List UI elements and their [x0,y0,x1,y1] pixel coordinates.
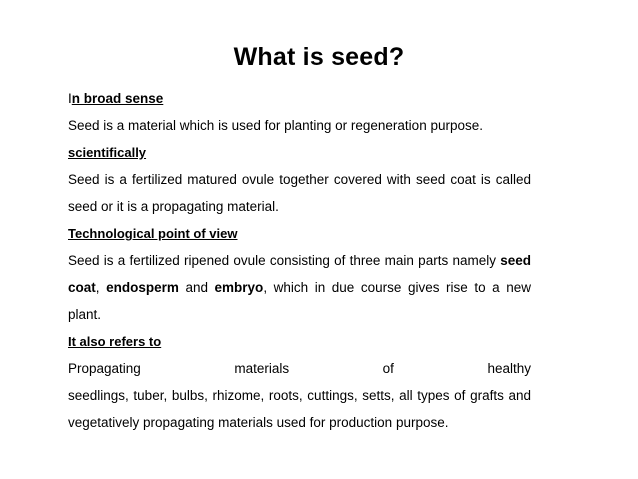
separator-2: and [178,280,215,295]
slide-title: What is seed? [233,43,405,71]
section-heading-technological: Technological point of view [68,226,238,241]
section-text-technological [68,247,531,328]
section-text-broad-sense: Seed is a material which is used for planting or regeneration purpose. [68,118,483,133]
section-text-also-refers: seedlings, tuber, bulbs, rhizome, roots, cuttings, setts, all types of grafts and vegetatively propagating materials used for production purpose. [68,388,531,430]
section-line-propagating: Propagating materials of healthy [68,361,531,376]
text-before-terms: Seed is a fertilized ripened ovule consisting of three main parts namely [68,253,501,268]
section-heading-scientifically: scientifically [68,145,147,160]
separator-1: , [95,280,107,295]
text-after-terms: , which in due course gives rise to a new plant. [68,280,531,322]
section-text-scientifically: Seed is a fertilized matured ovule together covered with seed coat is called seed or it is a propagating material. [68,172,531,214]
section-heading-broad-sense [68,85,531,112]
heading-initial: I [68,91,72,106]
term-endosperm: endosperm [106,280,179,295]
slide-body [68,85,531,436]
term-seed-coat: seed coat [68,253,531,295]
heading-rest: n broad sense [71,91,164,106]
term-embryo: embryo [214,280,264,295]
section-heading-also-refers: It also refers to [68,334,162,349]
